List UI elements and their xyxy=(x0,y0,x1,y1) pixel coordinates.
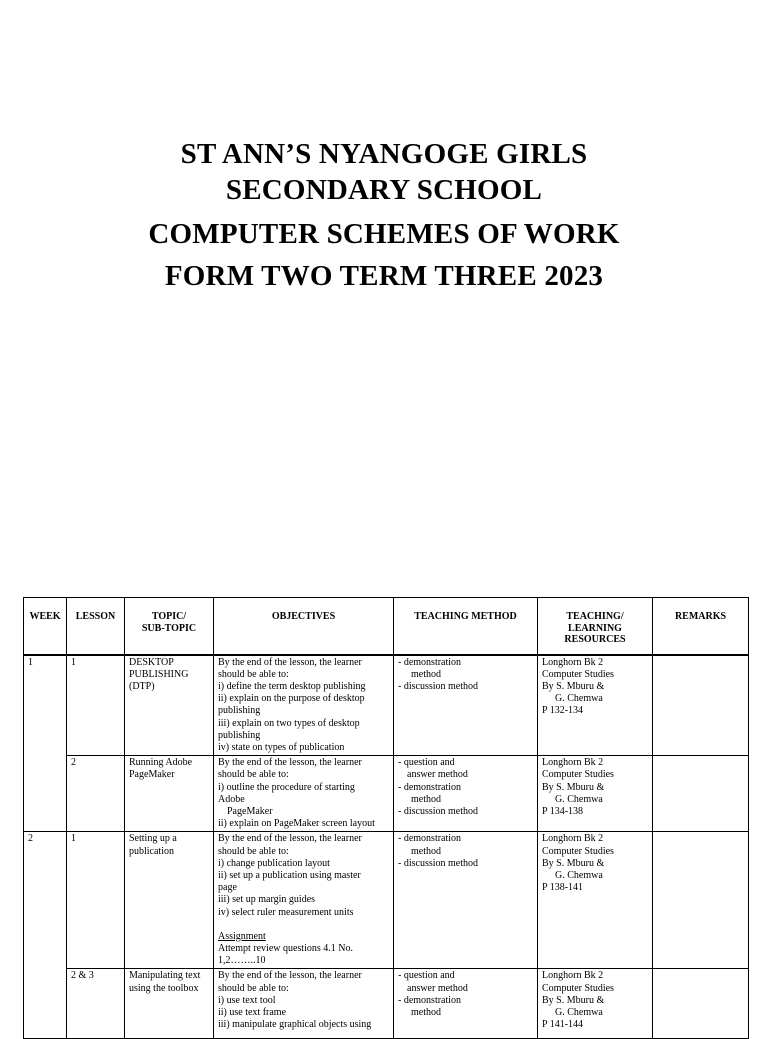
assignment-label: Assignment xyxy=(218,930,266,942)
header-lesson: LESSON xyxy=(67,598,125,655)
table-row xyxy=(24,832,749,969)
title-school-line-2: SECONDARY SCHOOL xyxy=(225,174,543,206)
cell-week: 1 xyxy=(24,655,67,756)
cell-lesson: 2 xyxy=(67,756,125,832)
cell-remarks xyxy=(653,969,749,1039)
header-topic: TOPIC/ SUB-TOPIC xyxy=(125,598,214,655)
header-teaching-method: TEACHING METHOD xyxy=(394,598,538,655)
cell-lesson: 1 xyxy=(67,832,125,969)
schemes-table xyxy=(23,597,749,1039)
cell-resources: Longhorn Bk 2 Computer Studies By S. Mburu & G. Chemwa P 141-144 xyxy=(538,969,653,1039)
cell-topic: Setting up a publication xyxy=(125,832,214,969)
cell-week xyxy=(24,969,67,1039)
cell-week: 2 xyxy=(24,832,67,969)
document-title xyxy=(0,136,768,294)
header-objectives: OBJECTIVES xyxy=(214,598,394,655)
cell-remarks xyxy=(653,832,749,969)
cell-teaching-method: - question and answer method - demonstration method xyxy=(394,969,538,1039)
cell-teaching-method: - demonstration method - discussion method xyxy=(394,832,538,969)
cell-objectives: By the end of the lesson, the learner should be able to: i) change publication layout ii) set up a publication using master page iii) set up margin guides iv) select ruler measurement units Assignment Attempt review questions 4.1 No. 1,2……..10 xyxy=(214,832,394,969)
cell-teaching-method: - question and answer method - demonstration method - discussion method xyxy=(394,756,538,832)
cell-objectives: By the end of the lesson, the learner should be able to: i) use text tool ii) use text frame iii) manipulate graphical objects using xyxy=(214,969,394,1039)
cell-topic: DESKTOP PUBLISHING (DTP) xyxy=(125,655,214,756)
cell-lesson: 2 & 3 xyxy=(67,969,125,1039)
cell-topic: Running Adobe PageMaker xyxy=(125,756,214,832)
cell-remarks xyxy=(653,756,749,832)
title-school-line-1: ST ANN’S NYANGOGE GIRLS xyxy=(180,138,588,170)
table-row xyxy=(24,756,749,832)
title-scheme: COMPUTER SCHEMES OF WORK xyxy=(148,218,620,250)
cell-topic: Manipulating text using the toolbox xyxy=(125,969,214,1039)
cell-resources: Longhorn Bk 2 Computer Studies By S. Mburu & G. Chemwa P 134-138 xyxy=(538,756,653,832)
cell-remarks xyxy=(653,655,749,756)
title-term: FORM TWO TERM THREE 2023 xyxy=(164,260,604,292)
header-resources: TEACHING/ LEARNING RESOURCES xyxy=(538,598,653,655)
table-row xyxy=(24,969,749,1039)
table-header-row xyxy=(24,598,749,655)
cell-resources: Longhorn Bk 2 Computer Studies By S. Mburu & G. Chemwa P 132-134 xyxy=(538,655,653,756)
cell-objectives: By the end of the lesson, the learner should be able to: i) define the term desktop publishing ii) explain on the purpose of desktop publishing iii) explain on two types of desktop publishing iv) state on types of publication xyxy=(214,655,394,756)
cell-objectives: By the end of the lesson, the learner should be able to: i) outline the procedure of starting Adobe PageMaker ii) explain on PageMaker screen layout xyxy=(214,756,394,832)
cell-resources: Longhorn Bk 2 Computer Studies By S. Mburu & G. Chemwa P 138-141 xyxy=(538,832,653,969)
cell-lesson: 1 xyxy=(67,655,125,756)
header-week: WEEK xyxy=(24,598,67,655)
header-remarks: REMARKS xyxy=(653,598,749,655)
table-row xyxy=(24,655,749,756)
cell-week xyxy=(24,756,67,832)
cell-teaching-method: - demonstration method - discussion method xyxy=(394,655,538,756)
